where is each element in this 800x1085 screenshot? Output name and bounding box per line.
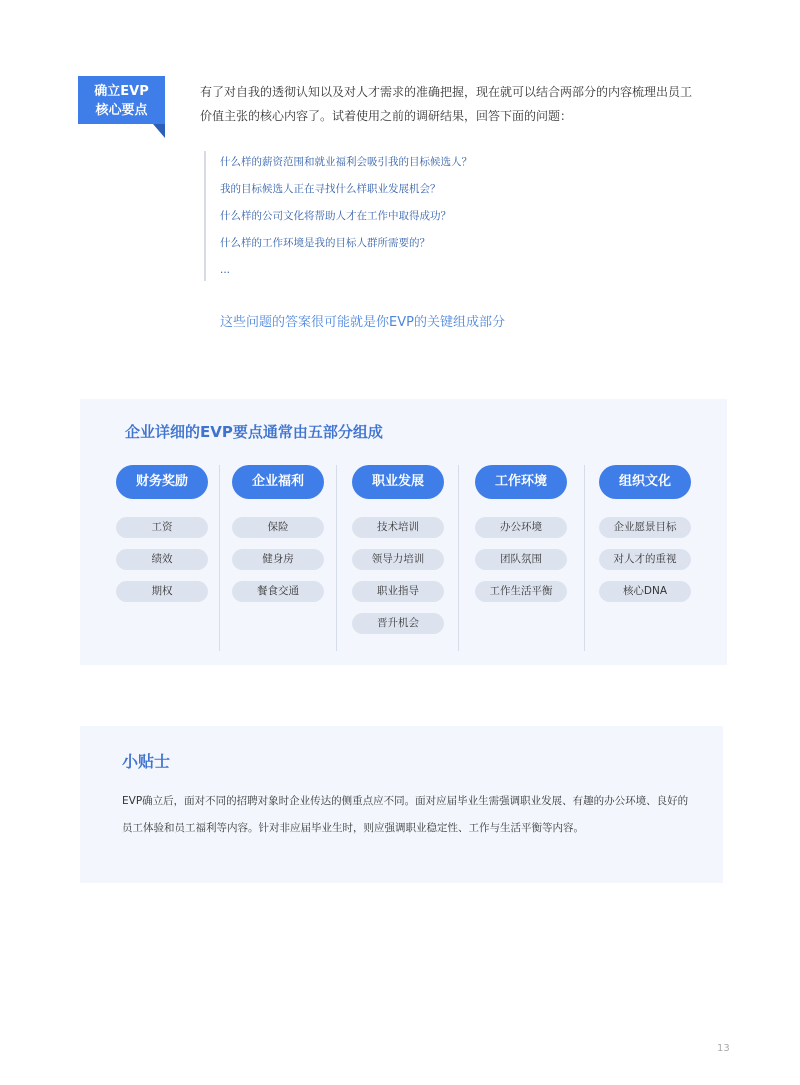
question-ellipsis: ... xyxy=(220,264,231,276)
tips-line-1: EVP确立后，面对不同的招聘对象时企业传达的侧重点应不同。面对应届毕业生需强调职业发展、有趣的办公环境、良好的 xyxy=(122,795,689,807)
question-list xyxy=(204,151,472,281)
column-divider xyxy=(584,465,585,651)
column-head: 工作环境 xyxy=(475,465,567,499)
column-item: 餐食交通 xyxy=(232,581,324,602)
tips-box xyxy=(80,726,723,883)
column-benefits xyxy=(232,465,324,602)
panel-title: 企业详细的EVP要点通常由五部分组成 xyxy=(125,423,383,441)
answer-highlight: 这些问题的答案很可能就是你EVP的关键组成部分 xyxy=(220,315,505,330)
column-item: 工作生活平衡 xyxy=(475,581,567,602)
column-culture xyxy=(599,465,691,602)
column-item: 核心DNA xyxy=(599,581,691,602)
question-item: 什么样的薪资范围和就业福利会吸引我的目标候选人？ xyxy=(220,156,472,168)
column-item: 晋升机会 xyxy=(352,613,444,634)
page-number: 13 xyxy=(717,1043,730,1054)
column-item: 技术培训 xyxy=(352,517,444,538)
column-item: 工资 xyxy=(116,517,208,538)
column-item: 办公环境 xyxy=(475,517,567,538)
column-divider xyxy=(458,465,459,651)
column-item: 职业指导 xyxy=(352,581,444,602)
tips-line-2: 员工体验和员工福利等内容。针对非应届毕业生时，则应强调职业稳定性、工作与生活平衡等内容。 xyxy=(122,822,584,834)
intro-line-2: 价值主张的核心内容了。试着使用之前的调研结果，回答下面的问题： xyxy=(200,109,573,123)
column-financial xyxy=(116,465,208,602)
intro-paragraph xyxy=(200,80,710,128)
column-head: 职业发展 xyxy=(352,465,444,499)
question-item: 什么样的工作环境是我的目标人群所需要的？ xyxy=(220,237,430,249)
tips-body xyxy=(122,788,712,842)
intro-line-1: 有了对自我的透彻认知以及对人才需求的准确把握，现在就可以结合两部分的内容梳理出员工 xyxy=(200,85,693,99)
column-head: 企业福利 xyxy=(232,465,324,499)
evp-components-panel xyxy=(80,399,727,665)
section-tag-line2: 核心要点 xyxy=(95,103,148,118)
column-environment xyxy=(475,465,567,602)
column-item: 企业愿景目标 xyxy=(599,517,691,538)
column-item: 领导力培训 xyxy=(352,549,444,570)
column-head: 组织文化 xyxy=(599,465,691,499)
column-item: 健身房 xyxy=(232,549,324,570)
column-item: 团队氛围 xyxy=(475,549,567,570)
column-item: 绩效 xyxy=(116,549,208,570)
question-item: 什么样的公司文化将帮助人才在工作中取得成功？ xyxy=(220,210,451,222)
section-tag-line1: 确立EVP xyxy=(94,84,149,99)
section-tag-box xyxy=(78,76,165,124)
section-tag-fold xyxy=(153,124,165,138)
tips-title: 小贴士 xyxy=(122,752,171,771)
column-head: 财务奖励 xyxy=(116,465,208,499)
question-item: 我的目标候选人正在寻找什么样职业发展机会？ xyxy=(220,183,441,195)
column-item: 对人才的重视 xyxy=(599,549,691,570)
column-career xyxy=(352,465,444,634)
column-item: 保险 xyxy=(232,517,324,538)
column-divider xyxy=(336,465,337,651)
section-tag xyxy=(78,76,165,138)
column-item: 期权 xyxy=(116,581,208,602)
column-divider xyxy=(219,465,220,651)
